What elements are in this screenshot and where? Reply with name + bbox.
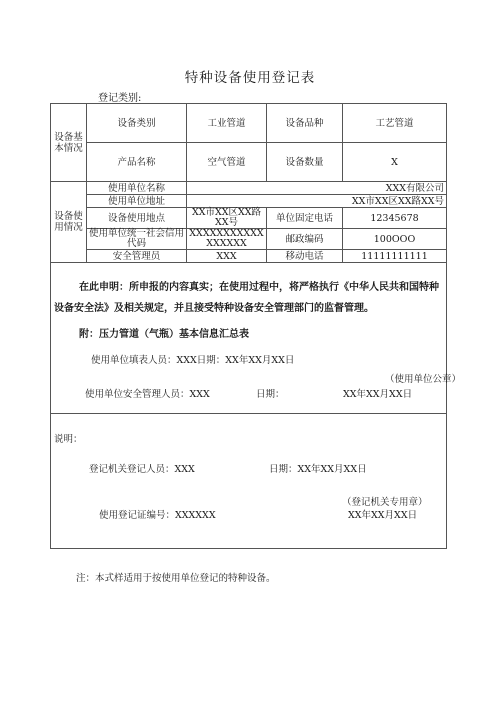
unit-address-label: 使用单位地址	[87, 195, 187, 208]
safety-manager-value: XXX	[187, 250, 267, 263]
product-name-value: 空气管道	[187, 143, 267, 182]
safety-manager-label: 安全管理员	[87, 250, 187, 263]
declaration-line-1: 在此申明：所申报的内容真实；在使用过程中，将严格执行《中华人民共和国特种	[79, 282, 439, 293]
declaration-line-2: 设备安全法》及相关规定，并且接受特种设备安全管理部门的监督管理。	[54, 303, 374, 314]
registrar-date: 日期：XX年XX月XX日	[269, 464, 367, 475]
mobile-label: 移动电话	[267, 250, 343, 263]
unit-name-value: XXX有限公司	[187, 182, 447, 195]
category-label: 设备类别	[87, 104, 187, 143]
usage-section-label: 设备使用情况	[51, 182, 87, 263]
fixed-phone-value: 12345678	[343, 208, 447, 229]
declaration-date-value: XX年XX月XX日	[343, 389, 413, 400]
location-label: 设备使用地点	[87, 208, 187, 229]
unit-seal-note: （使用单位公章）	[385, 374, 462, 385]
quantity-value: X	[343, 143, 447, 182]
unit-name-label: 使用单位名称	[87, 182, 187, 195]
postal-code-value: 100OOO	[343, 229, 447, 250]
mobile-value: 11111111111	[343, 250, 447, 263]
postal-code-label: 邮政编码	[267, 229, 343, 250]
certificate-line: 使用登记证编号：XXXXXX	[99, 510, 216, 521]
unit-address-value: XX市XX区XX路XX号	[187, 195, 447, 208]
basic-section-label: 设备基本情况	[51, 104, 87, 182]
declaration-section	[51, 263, 462, 414]
footnote: 注：本式样适用于按使用单位登记的特种设备。	[76, 573, 276, 584]
location-value: XX市XX区XX路XX号	[187, 208, 267, 229]
credit-code-label: 使用单位统一社会信用代码	[87, 229, 187, 250]
form-title: 特种设备使用登记表	[184, 70, 316, 86]
explanation-section	[51, 414, 447, 549]
certificate-date: XX年XX月XX日	[348, 510, 418, 521]
quantity-label: 设备数量	[267, 143, 343, 182]
explanation-label: 说明：	[54, 434, 83, 445]
registration-type-label: 登记类别:	[98, 93, 142, 104]
registration-form	[50, 103, 462, 549]
variety-value: 工艺管道	[343, 104, 447, 143]
authority-seal-note: （登记机关专用章）	[342, 497, 428, 508]
filler-line: 使用单位填表人员：XXX日期：XX年XX月XX日	[91, 355, 295, 366]
product-name-label: 产品名称	[87, 143, 187, 182]
fixed-phone-label: 单位固定电话	[267, 208, 343, 229]
attachment-note: 附：压力管道（气瓶）基本信息汇总表	[79, 329, 249, 340]
category-value: 工业管道	[187, 104, 267, 143]
declaration-date-label: 日期：	[256, 389, 285, 400]
safety-manager-line: 使用单位安全管理人员：XXX	[85, 389, 210, 400]
credit-code-value: XXXXXXXXXXXXXXXXX	[187, 229, 267, 250]
registrar-line: 登记机关登记人员：XXX	[89, 464, 195, 475]
variety-label: 设备品种	[267, 104, 343, 143]
